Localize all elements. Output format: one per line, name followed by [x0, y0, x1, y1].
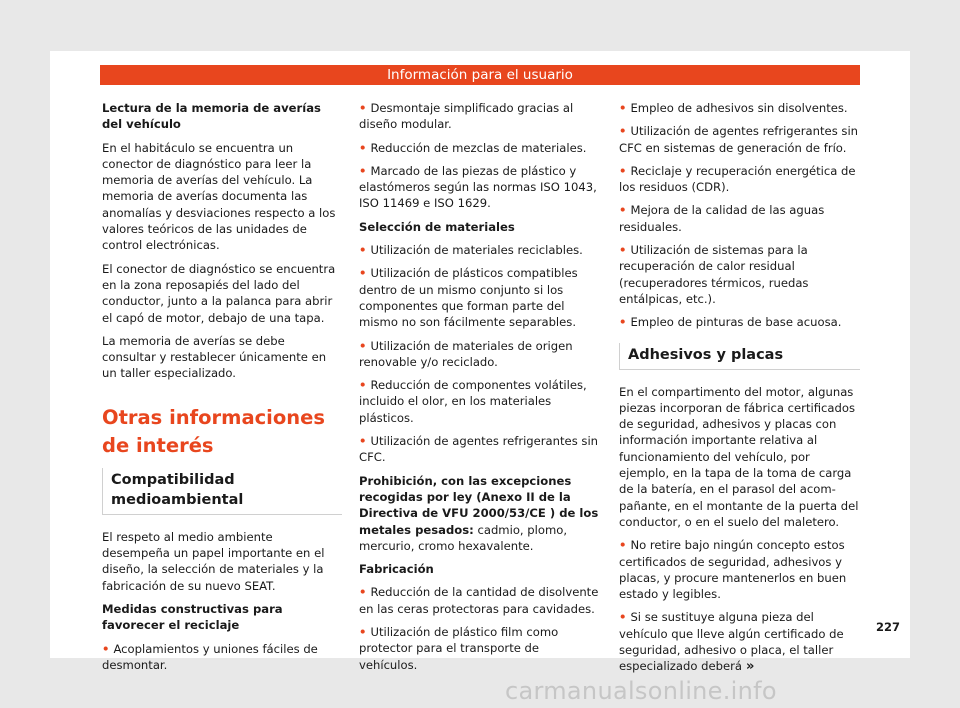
subsection-title: Adhesivos y placas: [619, 343, 860, 370]
bullet-icon: •: [619, 243, 631, 258]
list-item: • Mejora de la calidad de las aguas residuales.: [619, 203, 825, 234]
page-header: Información para el usuario: [100, 65, 860, 85]
list-item: • Utilización de materiales reciclables.: [359, 243, 583, 258]
watermark: carmanualsonline.info: [505, 677, 777, 705]
page-number: 227: [876, 620, 901, 634]
prohibition-paragraph: Prohibición, con las excepciones recogidas por ley (Anexo II de la Directiva de VFU 2000/53/CE ) de los metales pesados: cadmio, plomo, mercurio, cromo hexavalente.: [359, 473, 599, 553]
bullet-icon: •: [359, 625, 371, 640]
bullet-icon: •: [359, 266, 371, 281]
list-item: • Reducción de la cantidad de disolvente en las ceras protectoras para cavidades.: [359, 585, 599, 616]
list-item: • Reducción de mezclas de materiales.: [359, 140, 587, 155]
paragraph: En el habitáculo se encuentra un conector de diagnóstico para leer la memoria de averías del vehículo. La memoria de averías documenta las anomalías y desviaciones respecto a los valores teóricos de las unidades de control electrónicas.: [102, 140, 336, 253]
continue-icon: »: [746, 659, 755, 675]
bullet-icon: •: [359, 585, 371, 600]
heading-recycling: Medidas constructivas para favorecer el reciclaje: [102, 601, 283, 633]
paragraph: El conector de diagnóstico se encuentra en la zona reposapiés del lado del conductor, junto a la palanca para abrir el capó de motor, debajo de una tapa.: [102, 261, 336, 325]
paragraph: La memoria de averías se debe consultar y restablecer únicamente en un taller especializado.: [102, 333, 327, 381]
heading-manufacturing: Fabricación: [359, 562, 434, 577]
column-right: [619, 100, 860, 683]
list-item: • Si se sustituye alguna pieza del vehículo que lleve algún certificado de seguridad, adhesivo o placa, el taller especializado deberá »: [619, 610, 844, 675]
bullet-icon: •: [619, 163, 631, 178]
list-item: • Utilización de materiales de origen renovable y/o reciclado.: [359, 338, 573, 369]
list-item: • Desmontaje simplificado gracias al diseño modular.: [359, 101, 574, 132]
list-item: • Reducción de componentes volátiles, incluido el olor, en los materiales plásticos.: [359, 378, 587, 425]
bullet-icon: •: [619, 124, 631, 139]
bullet-icon: •: [359, 378, 371, 393]
paragraph: El respeto al medio ambiente desempeña un papel importante en el diseño, la selección de materiales y la fabricación de su nuevo SEAT.: [102, 529, 325, 593]
list-item: • No retire bajo ningún concepto estos certificados de seguridad, adhesivos y placas, y procure mantenerlos en buen estado y legibles.: [619, 538, 847, 602]
list-item: • Utilización de agentes refrigerantes sin CFC en sistemas de generación de frío.: [619, 124, 859, 155]
list-item: • Utilización de sistemas para la recuperación de calor residual (recuperadores térmicos, ruedas entálpicas, etc.).: [619, 243, 809, 306]
list-item: • Utilización de plástico film como protector para el transporte de vehículos.: [359, 625, 559, 672]
bullet-icon: •: [102, 641, 114, 656]
column-left: [102, 100, 342, 680]
heading-materials: Selección de materiales: [359, 219, 515, 234]
bullet-icon: •: [619, 203, 631, 218]
heading-fault-memory: Lectura de la memoria de averías del vehículo: [102, 101, 321, 132]
list-item: • Utilización de plásticos compatibles dentro de un mismo conjunto si los componentes que forman parte del mismo no son fácilmente separables.: [359, 266, 578, 330]
subsection-title: Compatibilidad medioambiental: [102, 468, 342, 515]
bullet-icon: •: [359, 243, 371, 258]
list-item: • Empleo de pinturas de base acuosa.: [619, 315, 842, 330]
bullet-icon: •: [359, 434, 371, 449]
paragraph: En el compartimento del motor, algunas piezas incorporan de fábrica certificados de seguridad, adhesivos y placas con información importante relativa al funcionamiento del vehículo, por ejemplo, en la tapa de la toma de carga de la batería, en el parasol del acompañante, en el montante de la puerta del conductor, o en el suelo del maletero.: [619, 384, 859, 529]
list-item: • Acoplamientos y uniones fáciles de desmontar.: [102, 641, 318, 672]
bullet-icon: •: [619, 538, 631, 553]
bullet-icon: •: [359, 338, 371, 353]
list-item: • Empleo de adhesivos sin disolventes.: [619, 101, 848, 115]
bullet-icon: •: [619, 101, 631, 115]
bullet-icon: •: [619, 315, 631, 330]
bullet-icon: •: [359, 163, 371, 178]
bullet-icon: •: [619, 610, 631, 625]
list-item: • Reciclaje y recuperación energética de los residuos (CDR).: [619, 163, 856, 195]
section-title: Otras informaciones de interés: [102, 405, 325, 457]
column-middle: [359, 100, 601, 680]
list-item: • Marcado de las piezas de plástico y elastómeros según las normas ISO 1043, ISO 11469 e ISO 1629.: [359, 163, 597, 211]
bullet-icon: •: [359, 140, 371, 155]
bullet-icon: •: [359, 101, 371, 115]
list-item: • Utilización de agentes refrigerantes sin CFC.: [359, 434, 599, 465]
